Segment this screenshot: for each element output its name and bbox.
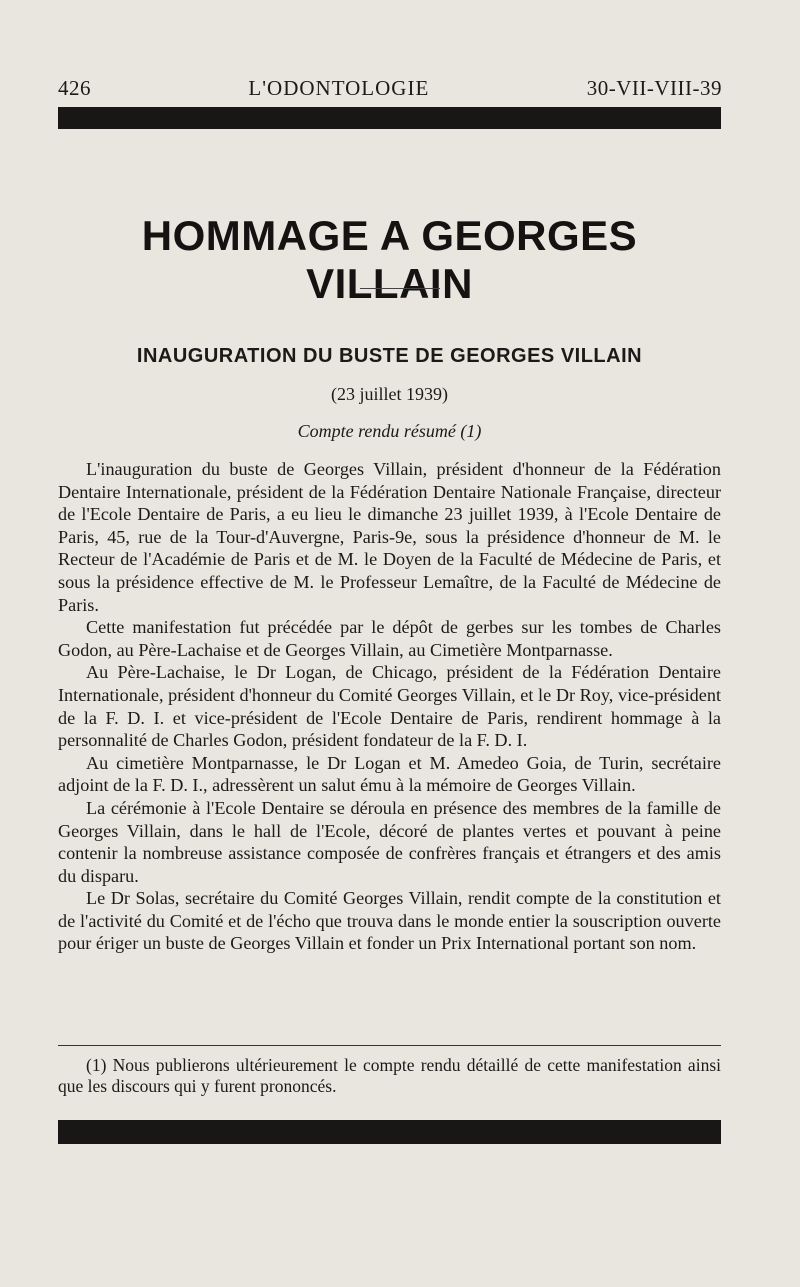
paragraph: Cette manifestation fut précédée par le dépôt de gerbes sur les tombes de Charles Godon, au Père-Lachaise et de Georges Villain, au Cimetière Montparnasse. [58,617,721,660]
section-title: INAUGURATION DU BUSTE DE GEORGES VILLAIN [136,345,643,367]
compte-rendu-label [58,421,721,442]
page-number: 426 [58,76,91,100]
paragraph: Au Père-Lachaise, le Dr Logan, de Chicago, président de la Fédération Dentaire Internationale, président d'honneur du Comité Georges Villain, et le Dr Roy, vice-président de la F. D. I. et vice-président de l'Ecole Dentaire de Paris, rendirent hommage à la personnalité de Charles Godon, président fondateur de la F. D. I. [58,662,721,751]
event-date: (23 juillet 1939) [331,384,448,404]
bottom-black-bar [58,1120,721,1144]
paragraph: La cérémonie à l'Ecole Dentaire se déroula en présence des membres de la famille de Georges Villain, dans le hall de l'Ecole, décoré de plantes vertes et pouvant à peine contenir la nombreuse assistance composée de confrères français et étrangers et des amis du disparu. [58,797,721,886]
issue-date: 30-VII-VIII-39 [586,76,722,100]
running-header [58,76,722,101]
journal-name: L'ODONTOLOGIE [248,76,430,100]
footnote [58,1055,721,1097]
footnote-rule [58,1045,721,1046]
paragraph: Le Dr Solas, secrétaire du Comité Georges Villain, rendit compte de la constitution et de l'activité du Comité et de l'écho que trouva dans le monde entier la souscription ouverte pour ériger un buste de Georges Villain et fonder un Prix International portant son nom. [58,888,721,954]
title-divider [360,288,440,289]
top-black-bar [58,107,721,129]
article-body [58,458,721,955]
footnote-text: (1) Nous publierons ultérieurement le compte rendu détaillé de cette manifestation ainsi que les discours qui y furent prononcés. [58,1055,721,1096]
paragraph: L'inauguration du buste de Georges Villain, président d'honneur de la Fédération Dentaire Internationale, président de la Fédération Dentaire Nationale Française, directeur de l'Ecole Dentaire de Paris, a eu lieu le dimanche 23 juillet 1939, à l'Ecole Dentaire de Paris, 45, rue de la Tour-d'Auvergne, Paris-9e, sous la présidence d'honneur de M. le Recteur de l'Académie de Paris et de M. le Doyen de la Faculté de Médecine de Paris, et sous la présidence effective de M. le Professeur Lemaître, de la Faculté de Médecine de Paris. [58,459,721,615]
article-title: HOMMAGE A GEORGES VILLAIN [141,212,638,307]
paragraph: Au cimetière Montparnasse, le Dr Logan et M. Amedeo Goia, de Turin, secrétaire adjoint de la F. D. I., adressèrent un salut ému à la mémoire de Georges Villain. [58,752,721,796]
compte-rendu-text: Compte rendu résumé (1) [297,421,482,441]
